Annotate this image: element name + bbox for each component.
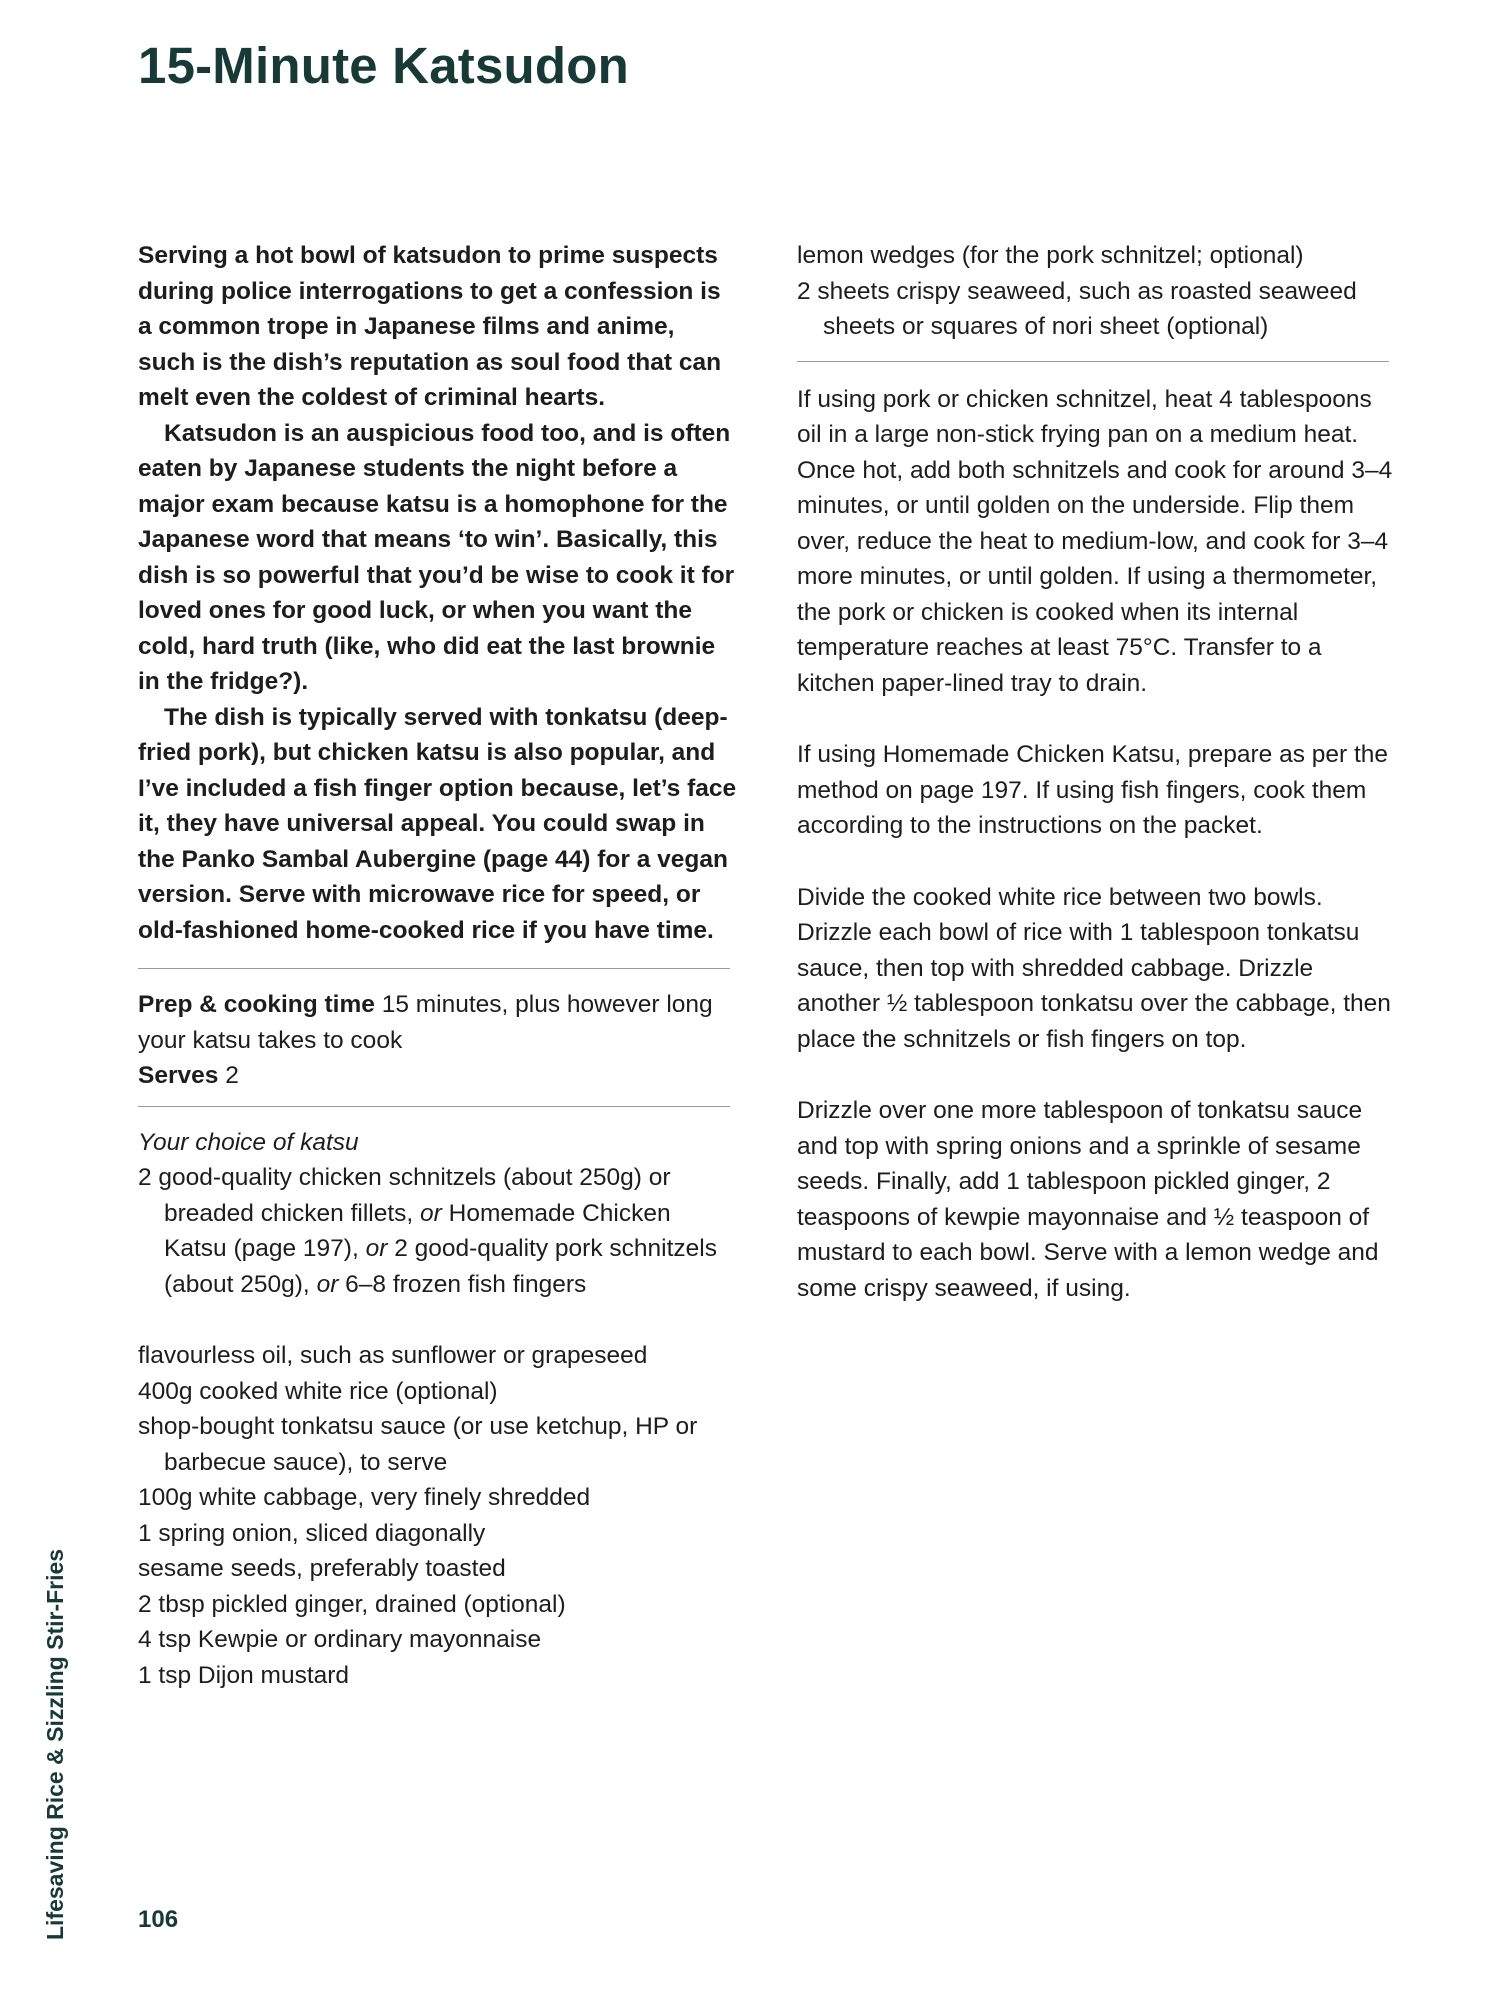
ingredient-item: 1 spring onion, sliced diagonally	[138, 1519, 486, 1547]
ingredient-item: flavourless oil, such as sunflower or grapeseed	[138, 1342, 648, 1369]
ingredient-group	[138, 1338, 738, 1693]
ingredient-item: sesame seeds, preferably toasted	[138, 1555, 506, 1582]
ingredient-item: shop-bought tonkatsu sauce (or use ketchup, HP or barbecue sauce), to serve	[138, 1413, 698, 1476]
or-connector: or	[316, 1270, 339, 1298]
intro-paragraph: The dish is typically served with tonkatsu (deep-fried pork), but chicken katsu is also popular, and I’ve included a fish finger option because, let’s face it, they have universal appeal. You could swap in the Panko Sambal Aubergine (page 44) for a vegan version. Serve with microwave rice for speed, or old-fashioned home-cooked rice if you have time.	[138, 703, 737, 944]
ingredient-item: 2 sheets crispy seaweed, such as roasted seaweed sheets or squares of nori sheet (optional)	[797, 277, 1357, 340]
ingredient-item: 2 tbsp pickled ginger, drained (optional)	[138, 1590, 566, 1618]
katsu-option: Homemade Chicken Katsu (page 197),	[164, 1199, 671, 1262]
chapter-title: Lifesaving Rice & Sizzling Stir-Fries	[42, 1548, 68, 1940]
method-step: Drizzle over one more tablespoon of tonkatsu sauce and top with spring onions and a sprinkle of sesame seeds. Finally, add 1 tablespoon pickled ginger, 2 teaspoons of kewpie mayonnaise and ½ teaspoon of mustard to each bowl. Serve with a lemon wedge and some crispy seaweed, if using.	[797, 1097, 1379, 1302]
left-column	[138, 238, 738, 1693]
katsu-option: 2 good-quality chicken schnitzels (about 250g) or breaded chicken fillets,	[138, 1164, 671, 1227]
katsu-heading: Your choice of katsu	[138, 1128, 359, 1156]
prep-time-label: Prep & cooking time	[138, 991, 375, 1018]
ingredient-item: lemon wedges (for the pork schnitzel; optional)	[797, 242, 1304, 269]
page-title: 15-Minute Katsudon	[138, 37, 629, 94]
prep-time	[138, 987, 738, 1058]
serves-label: Serves	[138, 1062, 219, 1089]
katsu-option: 6–8 frozen fish fingers	[345, 1270, 587, 1298]
divider	[138, 968, 730, 969]
ingredient-item: 100g white cabbage, very finely shredded	[138, 1484, 591, 1511]
page-number: 106	[138, 1906, 179, 1933]
serves-value: 2	[225, 1062, 239, 1089]
method-step: If using pork or chicken schnitzel, heat 4 tablespoons oil in a large non-stick frying pan on a medium heat. Once hot, add both schnitzels and cook for around 3–4 minutes, or until golden on the underside. Flip them over, reduce the heat to medium-low, and cook for 3–4 more minutes, or until golden. If using a thermometer, the pork or chicken is cooked when its internal temperature reaches at least 75°C. Transfer to a kitchen paper-lined tray to drain.	[797, 385, 1393, 697]
or-connector: or	[420, 1199, 442, 1227]
intro-text	[138, 238, 738, 948]
intro-paragraph: Katsudon is an auspicious food too, and is often eaten by Japanese students the night before a major exam because katsu is a homophone for the Japanese word that means ‘to win’. Basically, this dish is so powerful that you’d be wise to cook it for loved ones for good luck, or when you want the cold, hard truth (like, who did eat the last brownie in the fridge?).	[138, 419, 735, 695]
katsu-option: 2 good-quality pork schnitzels (about 250g),	[164, 1235, 717, 1298]
recipe-meta	[138, 987, 738, 1094]
divider	[797, 361, 1389, 362]
serves	[138, 1058, 738, 1094]
ingredients-list	[138, 1125, 738, 1694]
method-steps	[797, 382, 1397, 1307]
divider	[138, 1106, 730, 1107]
ingredient-item: 1 tsp Dijon mustard	[138, 1661, 350, 1689]
intro-paragraph: Serving a hot bowl of katsudon to prime suspects during police interrogations to get a confession is a common trope in Japanese films and anime, such is the dish’s reputation as soul food that can melt even the coldest of criminal hearts.	[138, 242, 722, 411]
right-column	[797, 238, 1397, 1342]
ingredient-item: 4 tsp Kewpie or ordinary mayonnaise	[138, 1626, 542, 1653]
method-step: Divide the cooked white rice between two bowls. Drizzle each bowl of rice with 1 tablespoon tonkatsu sauce, then top with shredded cabbage. Drizzle another ½ tablespoon tonkatsu over the cabbage, then place the schnitzels or fish fingers on top.	[797, 883, 1391, 1053]
katsu-options	[138, 1160, 738, 1302]
prep-time-value: 15 minutes, plus however long your katsu takes to cook	[138, 991, 713, 1054]
method-step: If using Homemade Chicken Katsu, prepare as per the method on page 197. If using fish fingers, cook them according to the instructions on the packet.	[797, 741, 1389, 839]
ingredient-item: 400g cooked white rice (optional)	[138, 1377, 498, 1405]
or-connector: or	[365, 1235, 388, 1262]
